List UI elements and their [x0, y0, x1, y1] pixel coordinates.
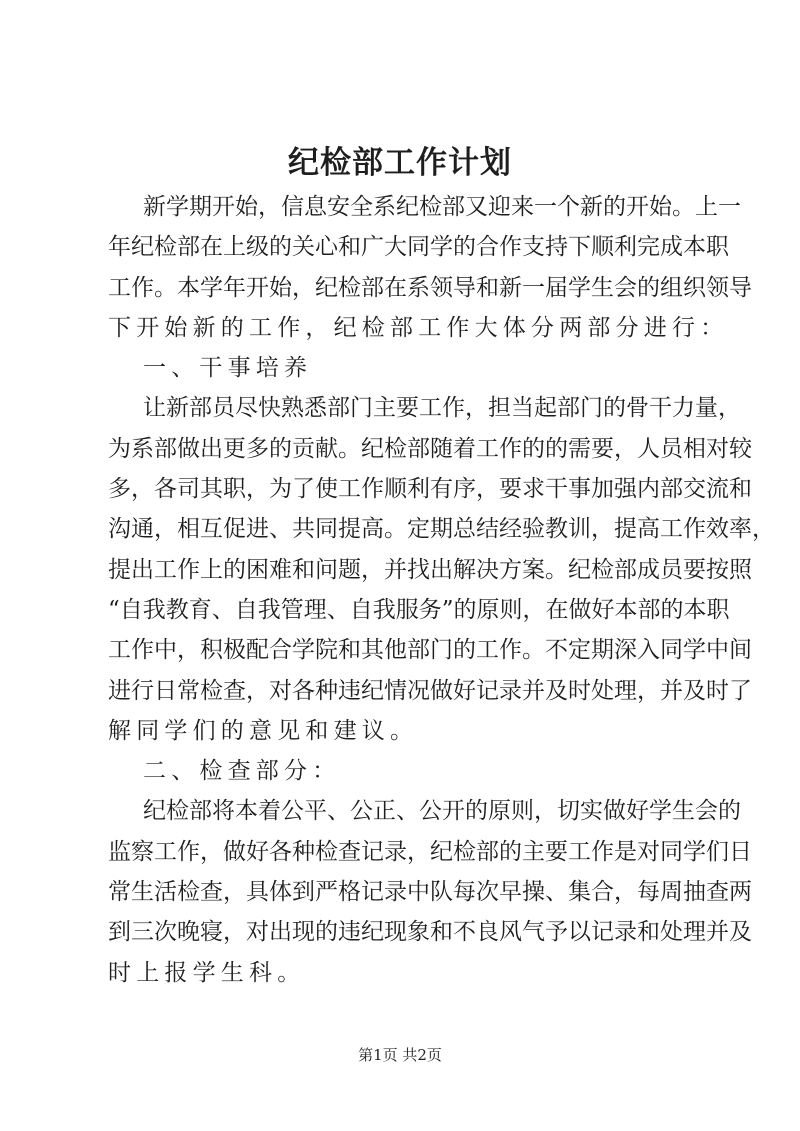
text-line: 到三次晚寝，对出现的违纪现象和不良风气予以记录和处理并及	[108, 919, 752, 946]
paragraph	[108, 751, 700, 791]
paragraph	[108, 791, 752, 992]
text-line: 下开始新的工作，纪检部工作大体分两部分进行：	[108, 314, 729, 341]
document-title: 纪检部工作计划	[288, 145, 512, 181]
paragraph	[108, 187, 752, 348]
text-line: 解同学们的意见和建议。	[108, 717, 419, 744]
text-line: 常生活检查，具体到严格记录中队每次早操、集合，每周抽查两	[108, 879, 752, 906]
text-line: 工作。本学年开始，纪检部在系领导和新一届学生会的组织领导	[108, 274, 752, 301]
text-line: 多，各司其职，为了使工作顺利有序，要求干事加强内部交流和	[108, 476, 752, 503]
text-line: 新学期开始，信息安全系纪检部又迎来一个新的开始。上一	[143, 194, 741, 220]
paragraph	[108, 388, 775, 751]
text-line: 一、干事培养	[143, 355, 313, 382]
text-line: 二、检查部分：	[143, 758, 341, 785]
document-body	[108, 187, 775, 993]
text-line: 提出工作上的困难和问题，并找出解决方案。纪检部成员要按照	[108, 556, 752, 583]
text-line: 年纪检部在上级的关心和广大同学的合作支持下顺利完成本职	[108, 234, 729, 261]
text-line: 监察工作，做好各种检查记录，纪检部的主要工作是对同学们日	[108, 838, 752, 865]
text-line: 纪检部将本着公平、公正、公开的原则，切实做好学生会的	[143, 798, 741, 825]
page-number: 第1页 共2页	[358, 1046, 442, 1064]
text-line: 进行日常检查，对各种违纪情况做好记录并及时处理，并及时了	[108, 677, 752, 704]
paragraph	[108, 348, 700, 388]
text-line: “自我教育、自我管理、自我服务”的原则，在做好本部的本职	[108, 596, 730, 623]
text-line: 让新部员尽快熟悉部门主要工作，担当起部门的骨干力量，	[143, 395, 741, 422]
text-line: 工作中，积极配合学院和其他部门的工作。不定期深入同学中间	[108, 637, 752, 664]
text-line: 时上报学生科。	[108, 959, 306, 986]
text-line: 沟通，相互促进、共同提高。定期总结经验教训，提高工作效率，	[108, 516, 775, 543]
text-line: 为系部做出更多的贡献。纪检部随着工作的的需要，人员相对较	[108, 435, 752, 462]
